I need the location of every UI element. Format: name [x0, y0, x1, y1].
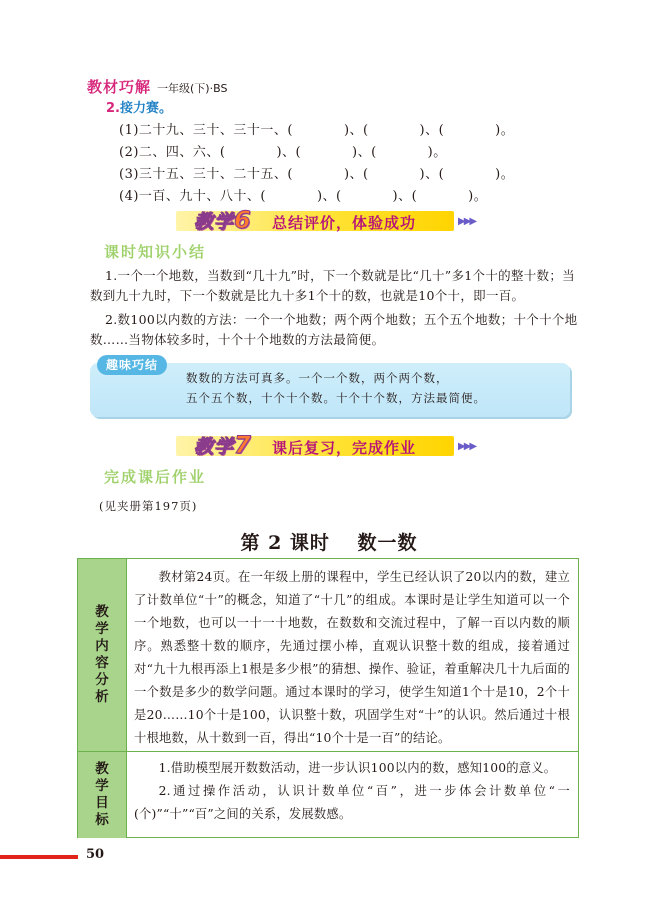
fun-summary-tag: 趣味巧结	[97, 355, 167, 375]
arrows-icon: ▶▶▶	[458, 216, 476, 227]
table-row-body: 1.借助模型展开数数活动，进一步认识100以内的数，感知100的意义。 2.通过操作活动，认识计数单位“百”，进一步体会计数单位“一(个)”“十”“百”之间的关系，发展数感。	[134, 761, 570, 821]
exercise-line: (2)二、四、六、( )、( )、( )。	[119, 145, 447, 160]
lesson-title: 第 2 课时 数一数	[240, 532, 418, 554]
summary-heading: 课时知识小结	[104, 241, 206, 261]
exercise-number: 2.	[106, 101, 120, 116]
section-banner-7	[176, 433, 490, 459]
banner-label: 教学7	[194, 431, 252, 459]
homework-heading: 完成课后作业	[104, 466, 206, 486]
table-row-head: 教学目标	[78, 752, 127, 838]
summary-paragraph-1: 1.一个一个地数，当数到“几十九”时，下一个数就是比“几十”多1个十的整十数；当数到九十九时，下一个数就是比九十多1个十的数，也就是10个十，即一百。	[90, 268, 575, 303]
arrows-icon: ▶▶▶	[458, 441, 476, 452]
footer-bar	[0, 855, 78, 859]
exercise-title-text: 接力赛。	[119, 101, 172, 116]
lesson-plan-table	[77, 558, 579, 838]
page-header	[87, 76, 227, 98]
fun-summary-line: 数数的方法可真多。一个一个数，两个两个数，	[186, 371, 449, 385]
banner-label: 教学6	[194, 206, 252, 234]
table-row-body: 教材第24页。在一年级上册的课程中，学生已经认识了20以内的数，建立了计数单位“十”的概念，知道了“十几”的组成。本课时是让学生知道可以一个一个地数，也可以一十一十地数，在数数和交流过程中，了解一百以内数的顺序。熟悉整十数的顺序，先通过摆小棒，直观认识整十数的组成，接着通过对“九十九根再添上1根是多少根”的猜想、操作、验证，着重解决几十九后面的一个数是多少的数学问题。通过本课时的学习，使学生知道1个十是10，2个十是20……10个十是100，认识整十数，巩固学生对“十”的认识。然后通过十根十根地数，从十数到一百，得出“10个十是一百”的结论。	[134, 570, 570, 745]
banner-number: 6	[234, 206, 252, 234]
table-row	[78, 752, 578, 838]
exercise-line: (1)二十九、三十、三十一、( )、( )、( )。	[119, 123, 515, 138]
summary-paragraph-2: 2.数100以内数的方法：一个一个地数；两个两个地数；五个五个地数；十个十个地数……当物体较多时，十个十个地数的方法最简便。	[90, 312, 578, 347]
header-brand: 教材巧解	[87, 78, 152, 96]
table-row	[78, 559, 578, 751]
banner-title: 总结评价，体验成功	[272, 214, 417, 232]
banner-number: 7	[234, 431, 252, 459]
exercise-line: (4)一百、九十、八十、( )、( )、( )。	[119, 189, 488, 204]
table-row-head: 教学内容分析	[78, 559, 127, 751]
header-grade: 一年级(下)·BS	[157, 82, 228, 95]
exercise-title	[106, 97, 172, 116]
exercise-line: (3)三十五、三十、二十五、( )、( )、( )。	[119, 167, 515, 182]
homework-note: (见夹册第197页)	[99, 499, 198, 513]
section-banner-6	[176, 208, 490, 234]
banner-title: 课后复习，完成作业	[272, 439, 417, 457]
page-number: 50	[86, 847, 105, 862]
fun-summary-line: 五个五个数，十个十个数。十个十个数，方法最简便。	[186, 391, 486, 405]
